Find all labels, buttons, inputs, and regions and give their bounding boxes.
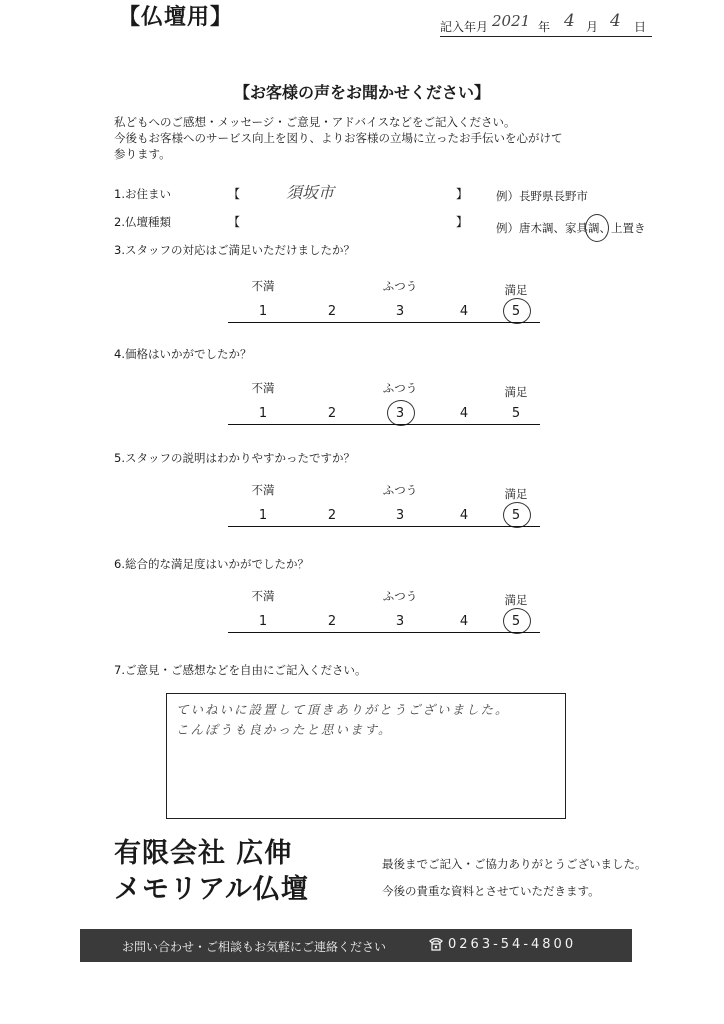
rating-scale[interactable] [228,588,540,634]
company-line-2: メモリアル仏壇 [114,874,309,905]
q2-bracket-open: 【 [228,215,241,229]
scale-option-3[interactable]: 3 [395,304,405,319]
scale-high-label: 満足 [504,283,528,297]
scale-option-4[interactable]: 4 [459,304,469,319]
scale-high-label: 満足 [504,593,528,607]
scale-option-5[interactable]: 5 [511,304,521,319]
scale-option-3[interactable]: 3 [395,406,405,421]
page-title: 【お客様の声をお聞かせください】 [233,83,490,102]
date-label: 記入年月 [440,20,489,34]
scale-low-label: 不満 [251,589,275,603]
scale-line [228,424,540,425]
rating-question: 5.スタッフの説明はわかりやすかったですか？ [114,451,355,465]
intro-text [114,114,563,162]
q1-bracket-open: 【 [228,187,241,201]
rating-scale[interactable] [228,482,540,528]
company-name [114,836,309,908]
company-line-1: 有限会社 広伸 [114,838,293,869]
contact-footer [80,929,632,962]
contact-text: お問い合わせ・ご相談もお気軽にご連絡ください [122,940,387,954]
scale-low-label: 不満 [251,279,275,293]
scale-option-1[interactable]: 1 [258,614,268,629]
selection-circle [585,214,609,242]
scale-mid-label: ふつう [382,483,418,497]
scale-option-4[interactable]: 4 [459,614,469,629]
q2-example-suffix: 、上置き [599,221,646,235]
scale-high-label: 満足 [504,385,528,399]
q2-bracket-close: 】 [456,215,469,229]
scale-line [228,526,540,527]
scale-option-5[interactable]: 5 [511,614,521,629]
scale-mid-label: ふつう [382,279,418,293]
intro-line: 参ります。 [114,147,171,161]
scale-line [228,322,540,323]
thanks-line: 最後までご記入・ご協力ありがとうございました。 [382,857,647,871]
q2-selected-option[interactable]: 家具調 [565,220,600,236]
entry-date [440,11,652,37]
scale-option-4[interactable]: 4 [459,406,469,421]
year-value[interactable]: 2021 [492,12,531,30]
month-unit: 月 [586,20,599,34]
scale-option-4[interactable]: 4 [459,508,469,523]
q1-bracket-close: 】 [456,187,469,201]
form-type-tag: 【仏壇用】 [118,5,234,30]
scale-low-label: 不満 [251,483,275,497]
comment-line: ていねいに設置して頂きありがとうございました。 [176,702,510,717]
scale-option-2[interactable]: 2 [327,614,337,629]
scale-option-1[interactable]: 1 [258,304,268,319]
scale-option-2[interactable]: 2 [327,304,337,319]
day-value[interactable]: 4 [610,11,621,31]
year-unit: 年 [538,20,551,34]
scale-mid-label: ふつう [382,589,418,603]
intro-line: 私どもへのご感想・メッセージ・ご意見・アドバイスなどをご記入ください。 [114,115,516,129]
q2-example-prefix: 例）唐木調、 [496,221,565,235]
scale-mid-label: ふつう [382,381,418,395]
day-unit: 日 [634,20,647,34]
scale-option-1[interactable]: 1 [258,406,268,421]
thanks-message [382,851,647,905]
selection-circle [503,502,531,528]
selection-circle [503,298,531,324]
phone-icon [428,937,444,954]
scale-low-label: 不満 [251,381,275,395]
scale-option-5[interactable]: 5 [511,508,521,523]
rating-scale[interactable] [228,380,540,426]
q7-label: 7.ご意見・ご感想などを自由にご記入ください。 [114,663,367,677]
scale-option-2[interactable]: 2 [327,406,337,421]
scale-option-2[interactable]: 2 [327,508,337,523]
scale-option-3[interactable]: 3 [395,508,405,523]
scale-line [228,632,540,633]
intro-line: 今後もお客様へのサービス向上を図り、よりお客様の立場に立ったお手伝いを心がけて [114,131,563,145]
scale-option-3[interactable]: 3 [395,614,405,629]
scale-option-5[interactable]: 5 [511,406,521,421]
rating-question: 4.価格はいかがでしたか？ [114,347,252,361]
q2-label: 2.仏壇種類 [114,215,171,229]
q2-example [496,220,646,236]
q1-label: 1.お住まい [114,187,171,201]
comment-text [176,700,510,740]
scale-high-label: 満足 [504,487,528,501]
rating-question: 3.スタッフの対応はご満足いただけましたか？ [114,243,355,257]
selection-circle [387,400,415,426]
thanks-line: 今後の貴重な資料とさせていただきます。 [382,884,600,898]
q1-example: 例）長野県長野市 [496,189,588,203]
rating-scale[interactable] [228,278,540,324]
scale-option-1[interactable]: 1 [258,508,268,523]
selection-circle [503,608,531,634]
comment-line: こんぽうも良かったと思います。 [176,722,393,737]
rating-question: 6.総合的な満足度はいかがでしたか？ [114,557,309,571]
month-value[interactable]: 4 [564,11,575,31]
phone-number[interactable]: 0263-54-4800 [448,937,577,952]
q1-answer[interactable]: 須坂市 [286,183,335,202]
